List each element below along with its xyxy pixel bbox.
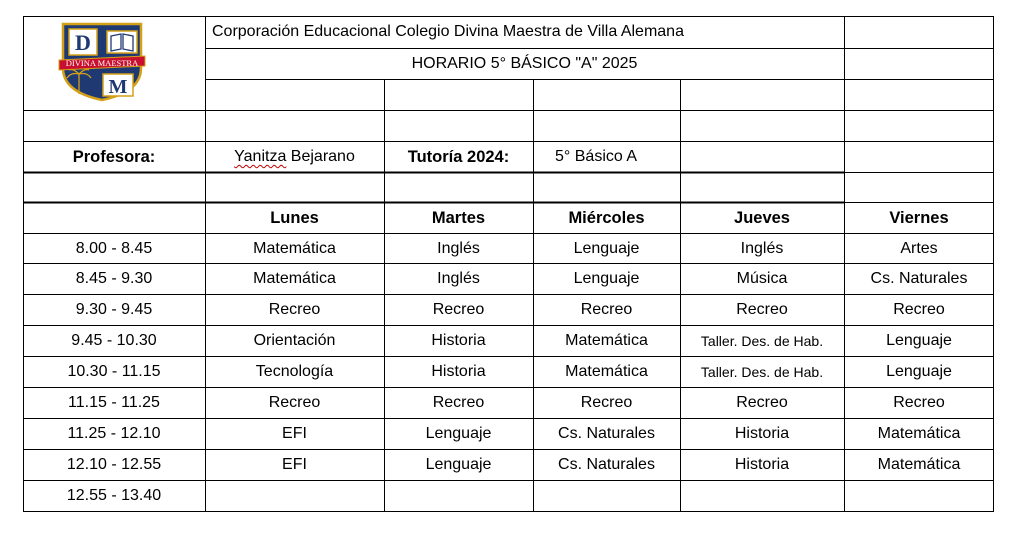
subject-cell: Matemática [565, 363, 648, 380]
subject-cell: Lenguaje [425, 456, 492, 473]
logo-banner-text: DIVINA MAESTRA [65, 58, 139, 68]
subject-cell: Historia [431, 332, 486, 349]
time-slot-cell: 10.30 - 11.15 [67, 363, 161, 380]
subject-cell: Matemática [877, 425, 961, 442]
teacher-last-name: Bejarano [286, 148, 355, 165]
subject-cell [680, 481, 844, 511]
logo-letter-m: M [108, 76, 128, 98]
subject-cell: Recreo [268, 394, 321, 411]
subject-cell: EFI [282, 425, 307, 442]
subject-cell: Lenguaje [573, 240, 640, 257]
subject-cell [533, 481, 680, 511]
subject-cell: Taller. Des. de Hab. [700, 364, 824, 380]
subject-cell: Recreo [432, 394, 485, 411]
schedule-title: HORARIO 5° BÁSICO "A" 2025 [411, 54, 638, 72]
subject-cell: Matemática [565, 332, 648, 349]
day-header-martes: Martes [431, 208, 486, 227]
subject-cell: Matemática [253, 240, 336, 257]
subject-cell: Lenguaje [425, 425, 492, 442]
subject-cell: Matemática [253, 270, 336, 287]
subject-cell: EFI [282, 456, 307, 473]
tutoria-value: 5° Básico A [555, 148, 637, 165]
subject-cell: Lenguaje [886, 332, 952, 349]
subject-cell [844, 481, 994, 511]
subject-cell: Inglés [740, 240, 784, 257]
subject-cell: Recreo [736, 394, 788, 411]
subject-cell: Recreo [736, 301, 788, 318]
subject-cell [205, 481, 384, 511]
subject-cell: Historia [431, 363, 486, 380]
subject-cell: Matemática [877, 456, 961, 473]
subject-cell: Cs. Naturales [558, 425, 655, 442]
day-header-viernes: Viernes [889, 208, 949, 227]
subject-cell: Cs. Naturales [870, 270, 968, 287]
day-header-miercoles: Miércoles [568, 208, 645, 227]
subject-cell: Música [736, 270, 788, 287]
subject-cell: Recreo [893, 394, 945, 411]
subject-cell: Artes [900, 240, 938, 257]
day-header-jueves: Jueves [734, 208, 790, 227]
subject-cell: Inglés [437, 240, 480, 257]
subject-cell: Recreo [580, 394, 633, 411]
logo-letter-d: D [75, 30, 91, 55]
day-header-lunes: Lunes [270, 208, 319, 227]
subject-cell: Inglés [437, 270, 480, 287]
subject-cell: Orientación [253, 332, 336, 349]
school-logo-icon [57, 22, 147, 102]
subject-cell: Taller. Des. de Hab. [700, 333, 824, 349]
subject-cell: Tecnología [255, 363, 334, 380]
teacher-label: Profesora: [72, 147, 156, 166]
subject-cell: Recreo [432, 301, 485, 318]
tutoria-label: Tutoría 2024: [407, 147, 510, 166]
subject-cell [384, 481, 533, 511]
time-slot-cell: 11.25 - 12.10 [67, 425, 161, 442]
time-slot-cell: 8.45 - 9.30 [75, 270, 153, 287]
school-name: Corporación Educacional Colegio Divina Maestra de Villa Alemana [212, 23, 684, 40]
subject-cell: Cs. Naturales [558, 456, 655, 473]
time-slot-cell: 12.10 - 12.55 [66, 456, 162, 473]
subject-cell: Historia [734, 425, 790, 442]
subject-cell: Recreo [580, 301, 633, 318]
subject-cell: Recreo [268, 301, 321, 318]
time-slot-cell: 8.00 - 8.45 [75, 240, 153, 257]
subject-cell: Lenguaje [886, 363, 952, 380]
time-slot-cell: 12.55 - 13.40 [66, 487, 162, 504]
teacher-first-name: Yanitza [234, 148, 287, 165]
time-slot-cell: 11.15 - 11.25 [68, 394, 160, 411]
time-slot-cell: 9.45 - 10.30 [71, 332, 157, 349]
subject-cell: Historia [734, 456, 790, 473]
teacher-name [205, 142, 384, 172]
subject-cell: Recreo [893, 301, 945, 318]
time-slot-cell: 9.30 - 9.45 [75, 301, 153, 318]
subject-cell: Lenguaje [573, 270, 640, 287]
